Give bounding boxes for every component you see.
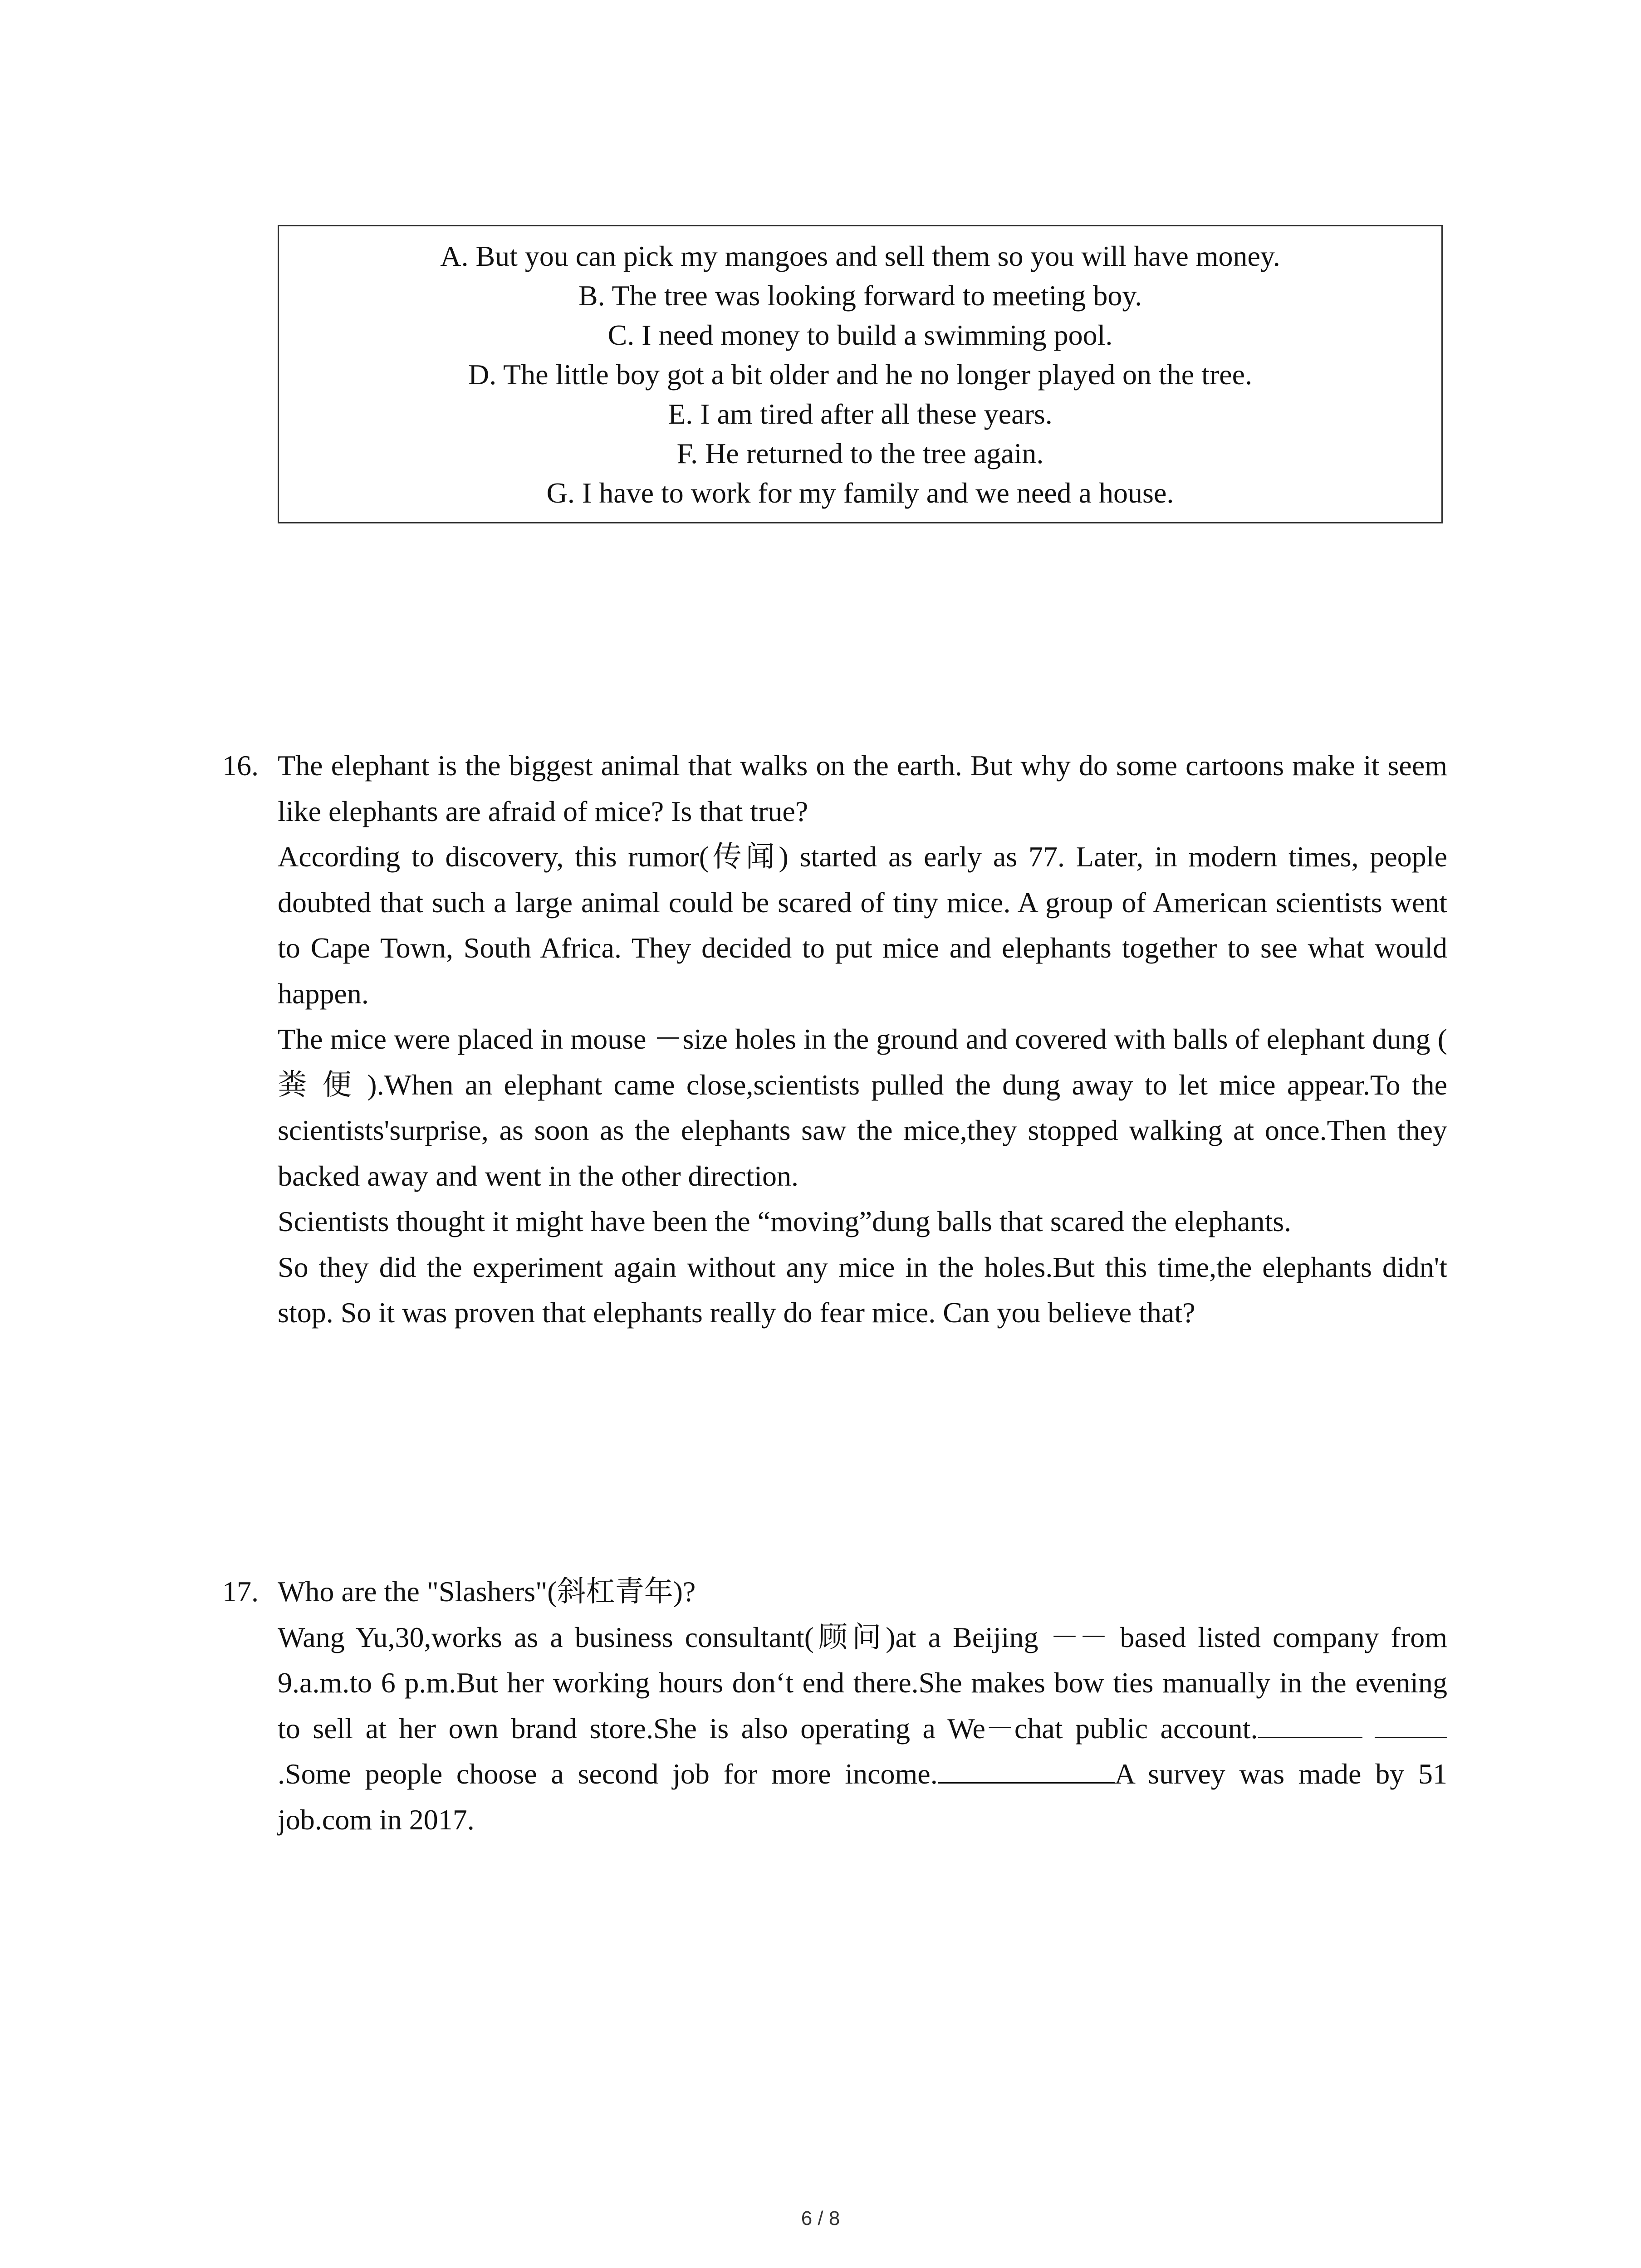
question-number: 17. xyxy=(222,1575,259,1608)
option-f: F. He returned to the tree again. xyxy=(676,437,1044,469)
option-g: G. I have to work for my family and we need a house. xyxy=(546,477,1174,509)
question-number: 16. xyxy=(222,749,259,782)
question-16 xyxy=(222,743,1447,1336)
passage-text-2: .Some people choose a second job for more income. xyxy=(278,1758,938,1790)
option-a: A. But you can pick my mangoes and sell them so you will have money. xyxy=(440,240,1280,272)
paragraph: The elephant is the biggest animal that walks on the earth. But why do some cartoons make it seem like elephants are afraid of mice? Is that true? xyxy=(278,749,1447,827)
question-17 xyxy=(222,1569,1447,1843)
answer-blank-1a[interactable] xyxy=(1258,1710,1362,1738)
passage-text-3: A survey was made by 51 job.com in 2017. xyxy=(278,1758,1448,1836)
paragraph: The mice were placed in mouse －size holes in the ground and covered with balls of elephant dung ( 粪 便 ).When an elephant came close,scientists pulled the dung away to let mice appear.To the scientists'surprise, as soon as the elephants saw the mice,they stopped walking at once.Then they backed away and went in the other direction. xyxy=(278,1023,1447,1192)
question-body xyxy=(278,1569,1447,1843)
option-c: C. I need money to build a swimming pool. xyxy=(607,319,1113,351)
paragraph: According to discovery, this rumor(传闻) started as early as 77. Later, in modern times, people doubted that such a large animal could be scared of tiny mice. A group of American scientists went to Cape Town, South Africa. They decided to put mice and elephants together to see what would happen. xyxy=(278,841,1447,1010)
option-e: E. I am tired after all these years. xyxy=(668,398,1053,430)
option-d: D. The little boy got a bit older and he no longer played on the tree. xyxy=(468,358,1253,391)
answer-blank-1b[interactable] xyxy=(1375,1710,1447,1738)
passage-text-1: Wang Yu,30,works as a business consultant(顾问)at a Beijing －－ based listed company from 9.a.m.to 6 p.m.But her working hours don‘t end there.She makes bow ties manually in the evening to sell at her own brand store.She is also operating a We－chat public account. xyxy=(278,1621,1447,1745)
option-b: B. The tree was looking forward to meeting boy. xyxy=(578,279,1142,312)
question-title: Who are the "Slashers"(斜杠青年)? xyxy=(278,1575,696,1608)
answer-blank-2[interactable] xyxy=(938,1755,1115,1784)
options-box xyxy=(278,225,1443,523)
paragraph: Scientists thought it might have been the “moving”dung balls that scared the elephants. xyxy=(278,1205,1292,1237)
question-body xyxy=(278,743,1447,1336)
paragraph xyxy=(278,1615,1447,1843)
page-number: 6 / 8 xyxy=(801,2207,840,2229)
paragraph: So they did the experiment again without any mice in the holes.But this time,the elephants didn't stop. So it was proven that elephants really do fear mice. Can you believe that? xyxy=(278,1251,1447,1329)
